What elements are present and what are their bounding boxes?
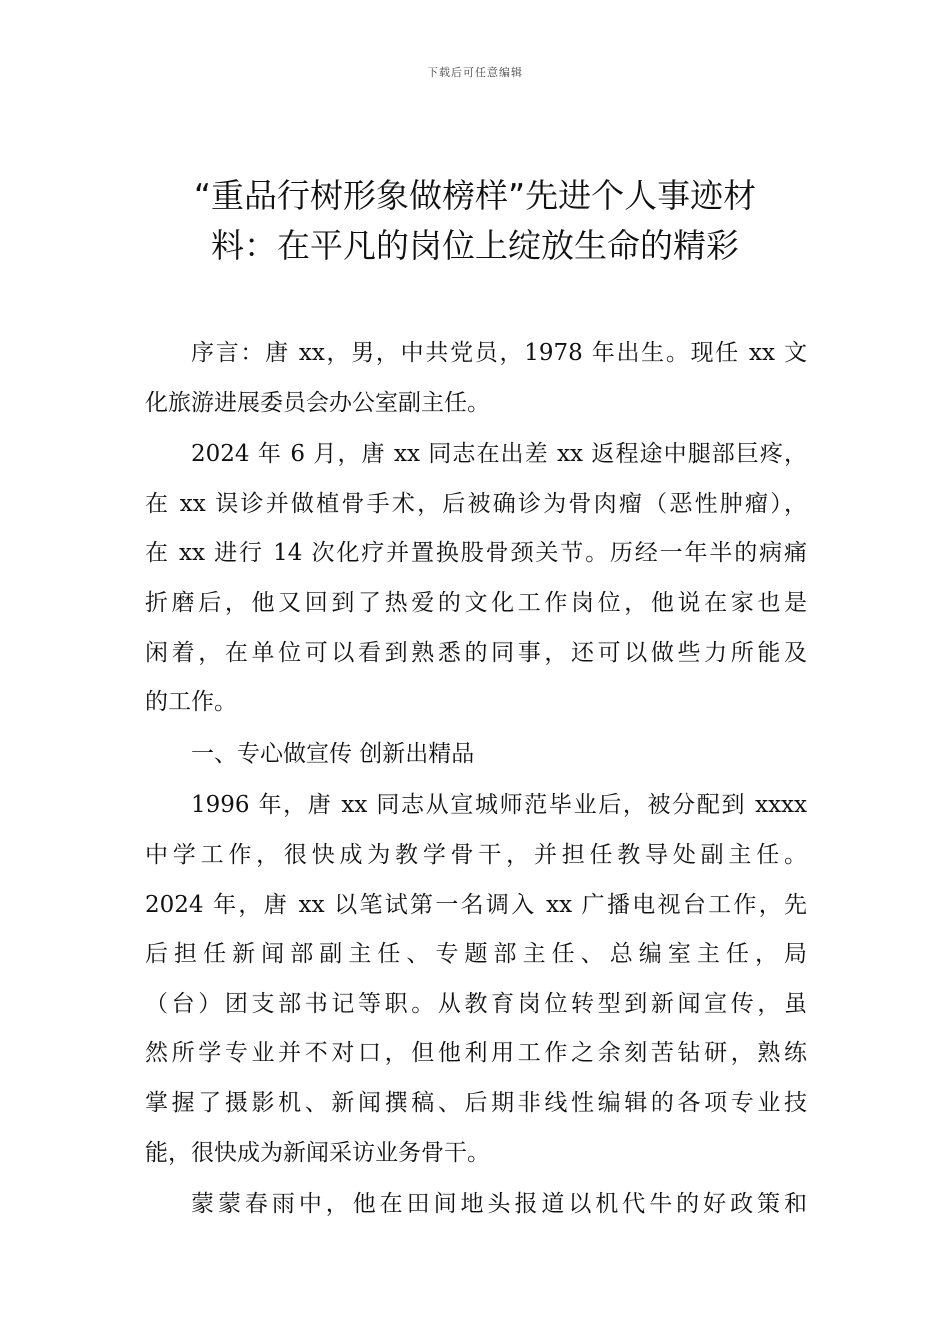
title-line-1: “重品行树形象做榜样”先进个人事迹材 xyxy=(193,176,757,215)
paragraph-line: 折磨后，他又回到了热爱的文化工作岗位，他说在家也是 xyxy=(145,589,807,616)
document-title xyxy=(140,171,810,270)
paragraph-line: （台）团支部书记等职。从教育岗位转型到新闻宣传，虽 xyxy=(145,990,807,1017)
paragraph-line: 1996 年，唐 xx 同志从宣城师范毕业后，被分配到 xxxx xyxy=(191,792,807,819)
paragraph-line: 在 xx 误诊并做植骨手术，后被确诊为骨肉瘤（恶性肿瘤）， xyxy=(145,490,807,517)
section-heading xyxy=(145,730,807,780)
paragraph-line: 在 xx 进行 14 次化疗并置换股骨颈关节。历经一年半的病痛 xyxy=(145,540,807,567)
paragraph-line: 然所学专业并不对口，但他利用工作之余刻苦钻研，熟练 xyxy=(145,1040,807,1067)
document-body xyxy=(145,329,807,1232)
paragraph-line: 2024 年 6 月，唐 xx 同志在出差 xx 返程途中腿部巨疼， xyxy=(191,441,807,468)
section-heading-text: 一、专心做宣传 创新出精品 xyxy=(191,740,475,767)
paragraph-line: 中学工作，很快成为教学骨干，并担任教导处副主任。 xyxy=(145,841,807,868)
paragraph-career xyxy=(145,781,807,1178)
paragraph-line: 的工作。 xyxy=(145,689,237,716)
paragraph-line: 序言：唐 xx，男，中共党员，1978 年出生。现任 xx 文 xyxy=(191,340,807,366)
header-note: 下载后可任意编辑 xyxy=(427,66,523,79)
paragraph-line: 掌握了摄影机、新闻撰稿、后期非线性编辑的各项专业技 xyxy=(145,1089,807,1116)
paragraph-line: 闲着，在单位可以看到熟悉的同事，还可以做些力所能及 xyxy=(145,639,807,666)
paragraph-line: 2024 年，唐 xx 以笔试第一名调入 xx 广播电视台工作，先 xyxy=(145,891,807,918)
paragraph-line: 蒙蒙春雨中，他在田间地头报道以机代牛的好政策和 xyxy=(191,1191,807,1218)
paragraph-preface xyxy=(145,329,807,428)
paragraph-illness xyxy=(145,430,807,728)
paragraph-line: 化旅游进展委员会办公室副主任。 xyxy=(145,389,490,416)
paragraph-line: 后担任新闻部副主任、专题部主任、总编室主任，局 xyxy=(145,941,807,968)
title-line-2: 料：在平凡的岗位上绽放生命的精彩 xyxy=(211,225,739,265)
paragraph-line: 能，很快成为新闻采访业务骨干。 xyxy=(145,1139,490,1166)
paragraph-spring-rain xyxy=(145,1180,807,1230)
